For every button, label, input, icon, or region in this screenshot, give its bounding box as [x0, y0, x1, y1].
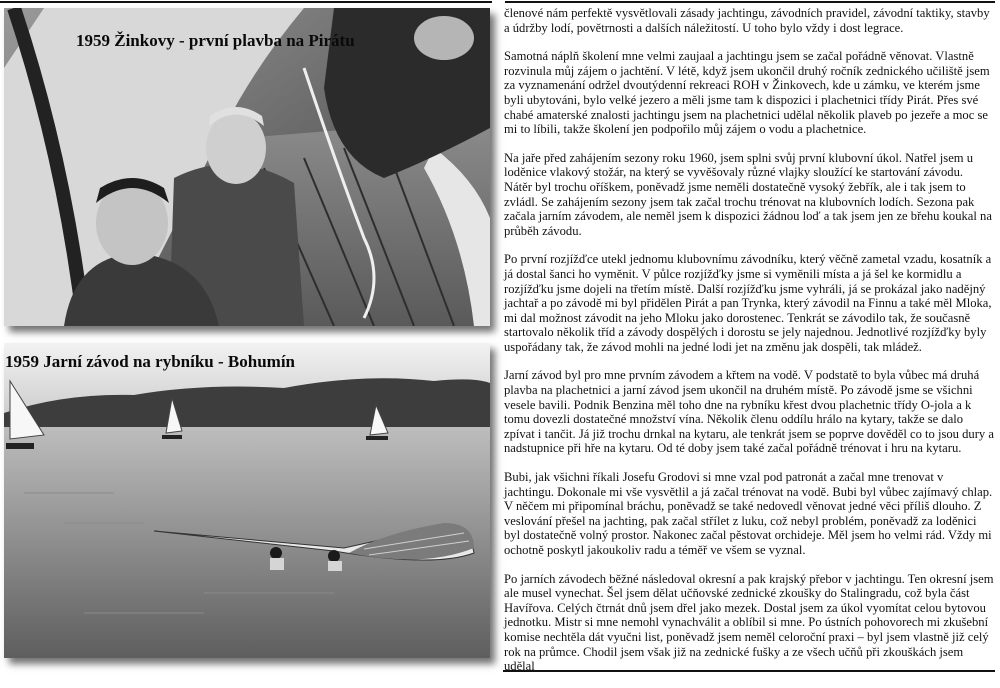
paragraph: Samotná náplň školení mne velmi zaujaal a jachtingu jsem se začal pořádně věnovat. Vlastně rozvinula můj zájem o jachtění. V létě, když jsem ukončil druhý ročník zednického učiliště jsem za vyznamenání održel dvoutýdenní rekreaci ROH v Žinkovech, kde u zámku, ve kterém jsme byli ubytováni, bylo velké jezero a měli jsme tam k dispozici i plachetnici třídy Pirát. Přes své chabé amaterské znalosti jachtingu jsem na plachetnici udělal několik plaveb po jezeře a moc se mi to líbili, takže školení jen podpořilo můj zájem o vodu a plachetnice.: [504, 49, 990, 137]
top-rule: [0, 1, 492, 3]
caption-photo-zinkovy: 1959 Žinkovy - první plavba na Pirátu: [76, 31, 355, 50]
paragraph: Bubi, jak všichni říkali Josefu Grodovi si mne vzal pod patronát a začal mne trenovat v jachtingu. Dokonale mi vše vysvětlil a já začal trénovat na vodě. Bubi byl vůbec zajímavý chlap. V něčem mi připomínal bráchu, poněvadž se také nedovedl věnovat jedné věci příliš dlouho. Z veslování přešel na jachting, pak začal střílet z luku, což nebyl problém, poněvadž za loděnici byl dostatečně volný prostor. Nakonec začal pěstovat orchideje. Měl jsem ho velmi rád. Vždy mi ochotně poskytl jakoukoliv radu a téměř ve všem se vyznal.: [504, 470, 993, 557]
caption-photo-bohumin: 1959 Jarní závod na rybníku - Bohumín: [5, 352, 296, 371]
article-text-column: [504, 6, 994, 688]
paragraph: Po jarních závodech běžné následoval okresní a pak krajský přebor v jachtingu. Ten okresní jsem ale musel vynechat. Šel jsem dělat učňovské zednické zkoušky do Stalingradu, což byla část Havířova. Celých čtrnát dnů jsem dřel jako mezek. Dostal jsem za úkol vyomítat celou bytovou jednotku. Mistr si mne nemohl vynachválit a oblíbil si mne. Po ústních pohovorech mi zkušební komise nechtěla dát vyučni list, poněvadž jsem neměl celoroční praxi – byl jsem vlastně již celý rok na průmce. Chodil jsem však již na zednické fušky a ze všech učňů při zkouškách jsem udělal: [504, 571, 994, 674]
photo-zinkovy-sailing: [4, 8, 490, 326]
paragraph: Po první rozjížďce utekl jednomu klubovnímu závodníku, který věčně zametal vzadu, kosatník a já dostal šanci ho vyměnit. V půlce rozjížďky jsme si vyměnili místa a já šel ke kormidlu a rozjížďku jsme dojeli na třetím místě. Další rozjížďku jsme vyhráli, já se prokázal jako nadějný jachtař a po závodě mi byl přidělen Pirát a pan Trynka, který závodil na Finnu a také měl Mloka, mi dal možnost závodit na jeho Mloku jako dorostenec. Tenkrát se závodilo tak, že současně startovalo několik tříd a závody dospělých i dorostu se jely najednou. Jednotlivé rozjížďky byly uspořádany tak, že závod mohli na jedné lodi jet na změnu jak dospěli, tak mládež.: [504, 252, 992, 354]
photo-bohumin-image: [4, 343, 490, 658]
paragraph: Na jaře před zahájením sezony roku 1960, jsem splni svůj první klubovní úkol. Natřel jsem u loděnice vlakový stožár, na který se vyvěšovaly různé vlajky sloužící ke startování závodu. Nátěr byl trochu oříškem, poněvadž jsme neměli dostatečně vysoký žebřík, ale i tak jsem to zvládl. Se zahájením sezony jsem tak začal trochu trénovat na klubovních lodích. Sezona pak začala jarním závodem, ale neměl jsem k dispozici žádnou loď a tak jsem jen ze břehu koukal na průběh závodu.: [504, 150, 992, 238]
paragraph: členové nám perfektě vysvětlovali zásady jachtingu, závodních pravidel, závodní taktiky, stavby a údržby lodí, povětrnosti a dalších náležitostí. U toho bylo vždy i dost legrace.: [504, 6, 990, 35]
photo-zinkovy-image: [4, 8, 490, 326]
photo-bohumin-race: [4, 343, 490, 658]
top-rule-right: [505, 1, 995, 3]
paragraph: Jarní závod byl pro mne prvním závodem a křtem na vodě. V podstatě to byla vůbec má druhá plavba na plachetnici a jarní závod jsem ukončil na druhém místě. Po závodě jsme se všichni vesele bavili. Podnik Benzina měl toho dne na rybníku křest dvou plachetnic třídy O-jola a k tomu dovezli dostatečné množství vína. Několik členu oddílu hrálo na kytary, takže se dalo zpívat i tančit. Já již trochu drnkal na kytaru, ale tenkrát jsem se poprve dověděl co to jsou dury a nadstupnice při hře na kytaru. Od té doby jsem také začal pořádně trénovat i hru na kytaru.: [504, 368, 994, 456]
